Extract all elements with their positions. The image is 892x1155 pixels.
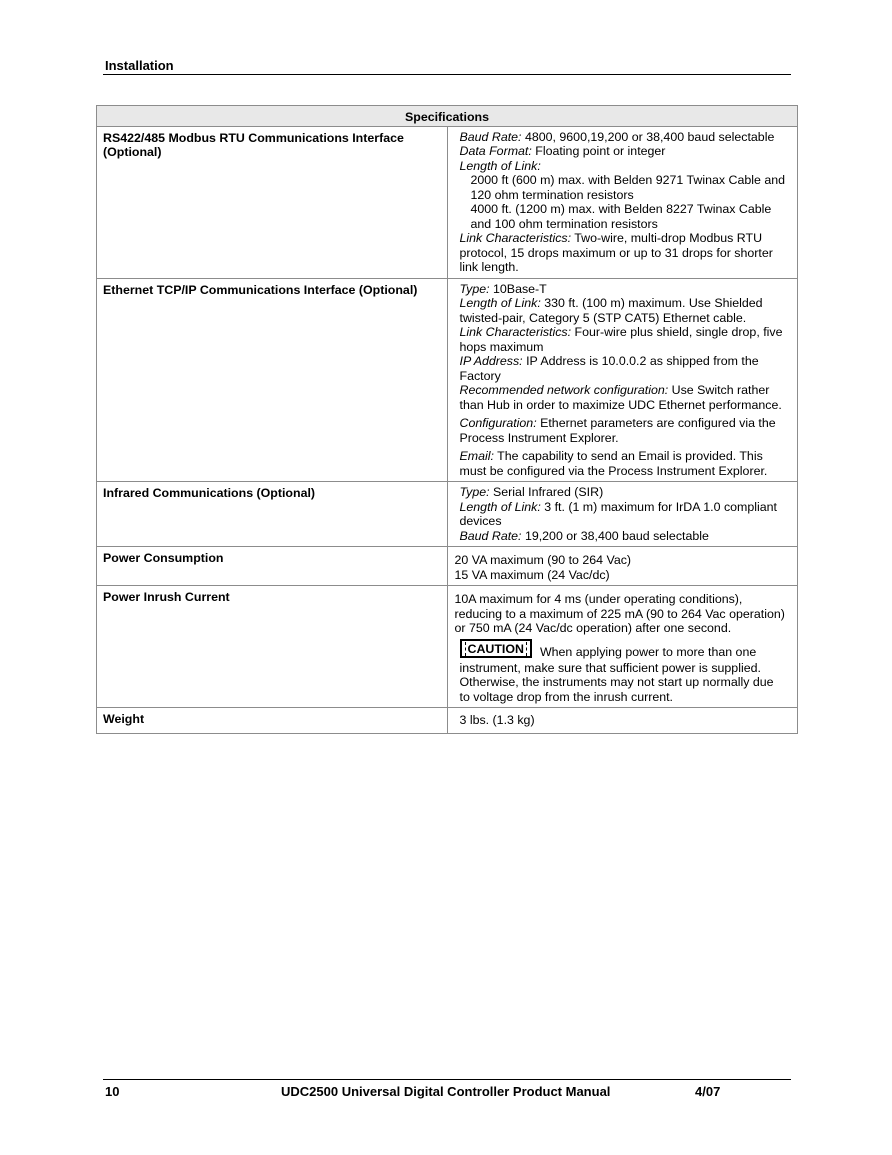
caution-badge: CAUTION — [460, 639, 532, 658]
table-row — [97, 708, 798, 734]
specifications-table — [96, 105, 798, 734]
row-value-ethernet: Type: 10Base-T Length of Link: 330 ft. (100 m) maximum. Use Shielded twisted-pair, Category 5 (STP CAT5) Ethernet cable. Link Characteristics: Four-wire plus shield, single drop, five hops maximum IP Address: IP Address is 10.0.0.2 as shipped from the Factory Recommended network configuration: Use Switch rather than Hub in order to maximize UDC Ethernet performance. Configuration: Ethernet parameters are configured via the Process Instrument Explorer. Email: The capability to send an Email is provided. This must be configured via the Process Instrument Explorer. — [447, 278, 798, 482]
table-row — [97, 278, 798, 482]
row-label-weight: Weight — [97, 708, 448, 734]
row-label-rs485: RS422/485 Modbus RTU Communications Interface (Optional) — [97, 126, 448, 278]
row-value-inrush: 10A maximum for 4 ms (under operating conditions), reducing to a maximum of 225 mA (90 to 264 Vac operation) or 750 mA (24 Vac/dc operation) after one second. CAUTION When applying power to more than one instrument, make sure that sufficient power is supplied. Otherwise, the instruments may not start up normally due to voltage drop from the inrush current. — [447, 586, 798, 708]
row-value-power: 20 VA maximum (90 to 264 Vac) 15 VA maximum (24 Vac/dc) — [447, 547, 798, 586]
page-header-title: Installation — [105, 58, 174, 73]
table-row — [97, 482, 798, 547]
row-label-power: Power Consumption — [97, 547, 448, 586]
header-rule — [103, 74, 791, 75]
caution-text: When applying power to more than one instrument, make sure that sufficient power is supplied. Otherwise, the instruments may not start up normally due to voltage drop from the inrush current. — [459, 644, 774, 704]
table-title: Specifications — [97, 106, 798, 127]
row-value-weight: 3 lbs. (1.3 kg) — [447, 708, 798, 734]
table-row — [97, 586, 798, 708]
footer-date: 4/07 — [695, 1084, 721, 1099]
row-value-rs485: Baud Rate: 4800, 9600,19,200 or 38,400 baud selectable Data Format: Floating point or integer Length of Link: 2000 ft (600 m) max. with Belden 9271 Twinax Cable and 120 ohm termination resistors 4000 ft. (1200 m) max. with Belden 8227 Twinax Cable and 100 ohm termination resistors Link Characteristics: Two-wire, multi-drop Modbus RTU protocol, 15 drops maximum or up to 31 drops for shorter link length. — [447, 126, 798, 278]
row-value-infrared: Type: Serial Infrared (SIR) Length of Link: 3 ft. (1 m) maximum for IrDA 1.0 compliant devices Baud Rate: 19,200 or 38,400 baud selectable — [447, 482, 798, 547]
row-label-infrared: Infrared Communications (Optional) — [97, 482, 448, 547]
footer-rule — [103, 1079, 791, 1080]
table-row — [97, 126, 798, 278]
footer-page-number: 10 — [105, 1084, 120, 1099]
row-label-ethernet: Ethernet TCP/IP Communications Interface (Optional) — [97, 278, 448, 482]
table-row — [97, 547, 798, 586]
row-label-inrush: Power Inrush Current — [97, 586, 448, 708]
footer-manual-title: UDC2500 Universal Digital Controller Product Manual — [281, 1084, 611, 1099]
